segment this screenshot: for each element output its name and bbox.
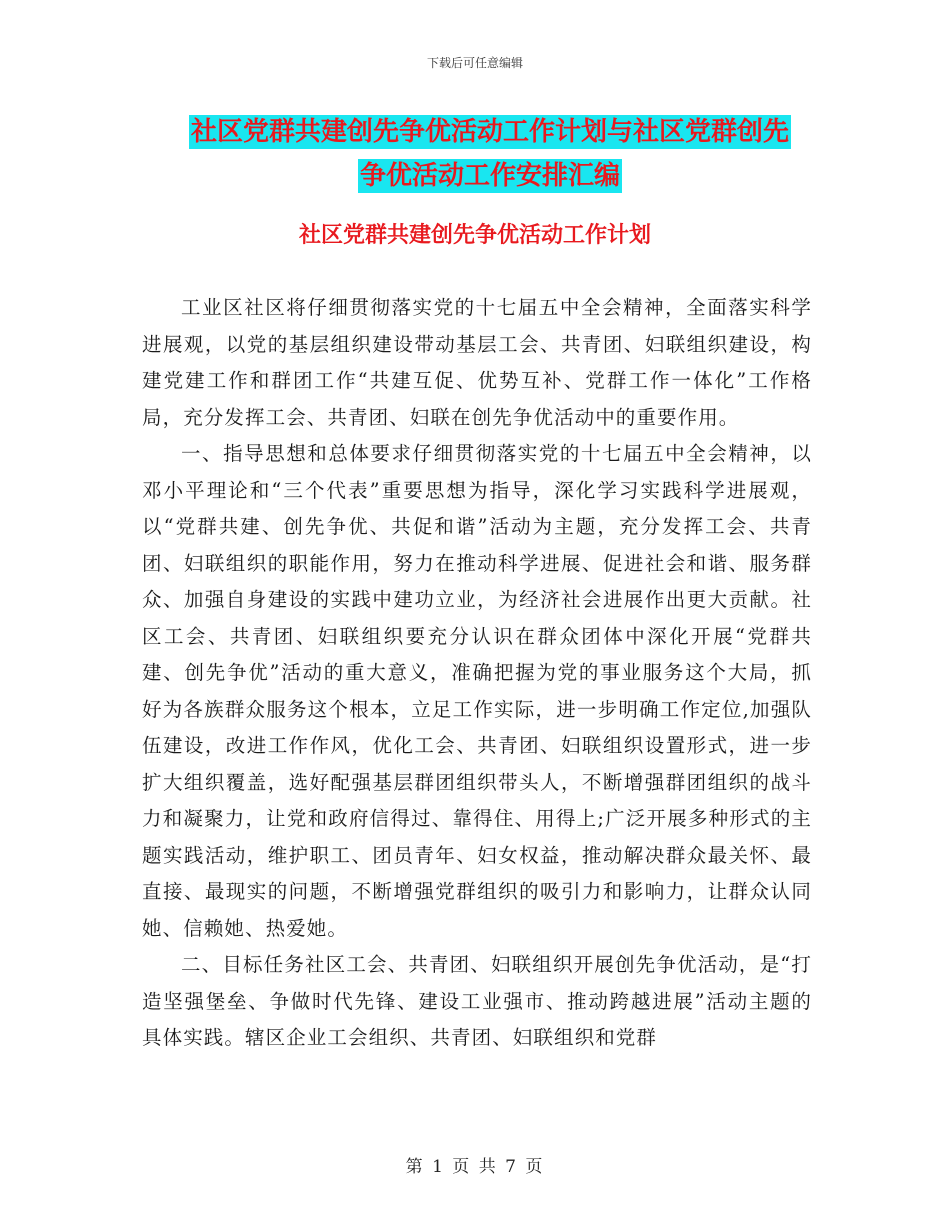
document-title <box>140 110 840 198</box>
page-header-note: 下载后可任意编辑 <box>426 56 523 70</box>
body-paragraph-objectives: 二、目标任务社区工会、共青团、妇联组织开展创先争优活动，是“打造坚强堡垒、争做时代先锋、建设工业强市、推动跨越进展”活动主题的具体实践。辖区企业工会组织、共青团、妇联组织和党群 <box>142 953 812 1049</box>
body-paragraph-guiding-principles: 一、指导思想和总体要求仔细贯彻落实党的十七届五中全会精神，以邓小平理论和“三个代表”重要思想为指导，深化学习实践科学进展观，以“党群共建、创先争优、共促和谐”活动为主题，充分发挥工会、共青团、妇联组织的职能作用，努力在推动科学进展、促进社会和谐、服务群众、加强自身建设的实践中建功立业，为经济社会进展作出更大贡献。社区工会、共青团、妇联组织要充分认识在群众团体中深化开展“党群共建、创先争优”活动的重大意义，准确把握为党的事业服务这个大局，抓好为各族群众服务这个根本，立足工作实际，进一步明确工作定位,加强队伍建设，改进工作作风，优化工会、共青团、妇联组织设置形式，进一步扩大组织覆盖，选好配强基层群团组织带头人，不断增强群团组织的战斗力和凝聚力，让党和政府信得过、靠得住、用得上;广泛开展多种形式的主题实践活动，维护职工、团员青年、妇女权益，推动解决群众最关怀、最直接、最现实的问题，不断增强党群组织的吸引力和影响力，让群众认同她、信赖她、热爱她。 <box>142 442 812 940</box>
document-title-line1: 社区党群共建创先争优活动工作计划与社区党群创先 <box>190 117 789 147</box>
body-paragraph-intro: 工业区社区将仔细贯彻落实党的十七届五中全会精神，全面落实科学进展观，以党的基层组织建设带动基层工会、共青团、妇联组织建设，构建党建工作和群团工作“共建互促、优势互补、党群工作一体化”工作格局，充分发挥工会、共青团、妇联在创先争优活动中的重要作用。 <box>142 296 812 429</box>
document-title-line2: 争优活动工作安排汇编 <box>359 161 620 191</box>
page-number-footer: 第 1 页 共 7 页 <box>405 1157 545 1177</box>
document-body <box>142 290 812 1057</box>
section-title: 社区党群共建创先争优活动工作计划 <box>298 223 651 248</box>
